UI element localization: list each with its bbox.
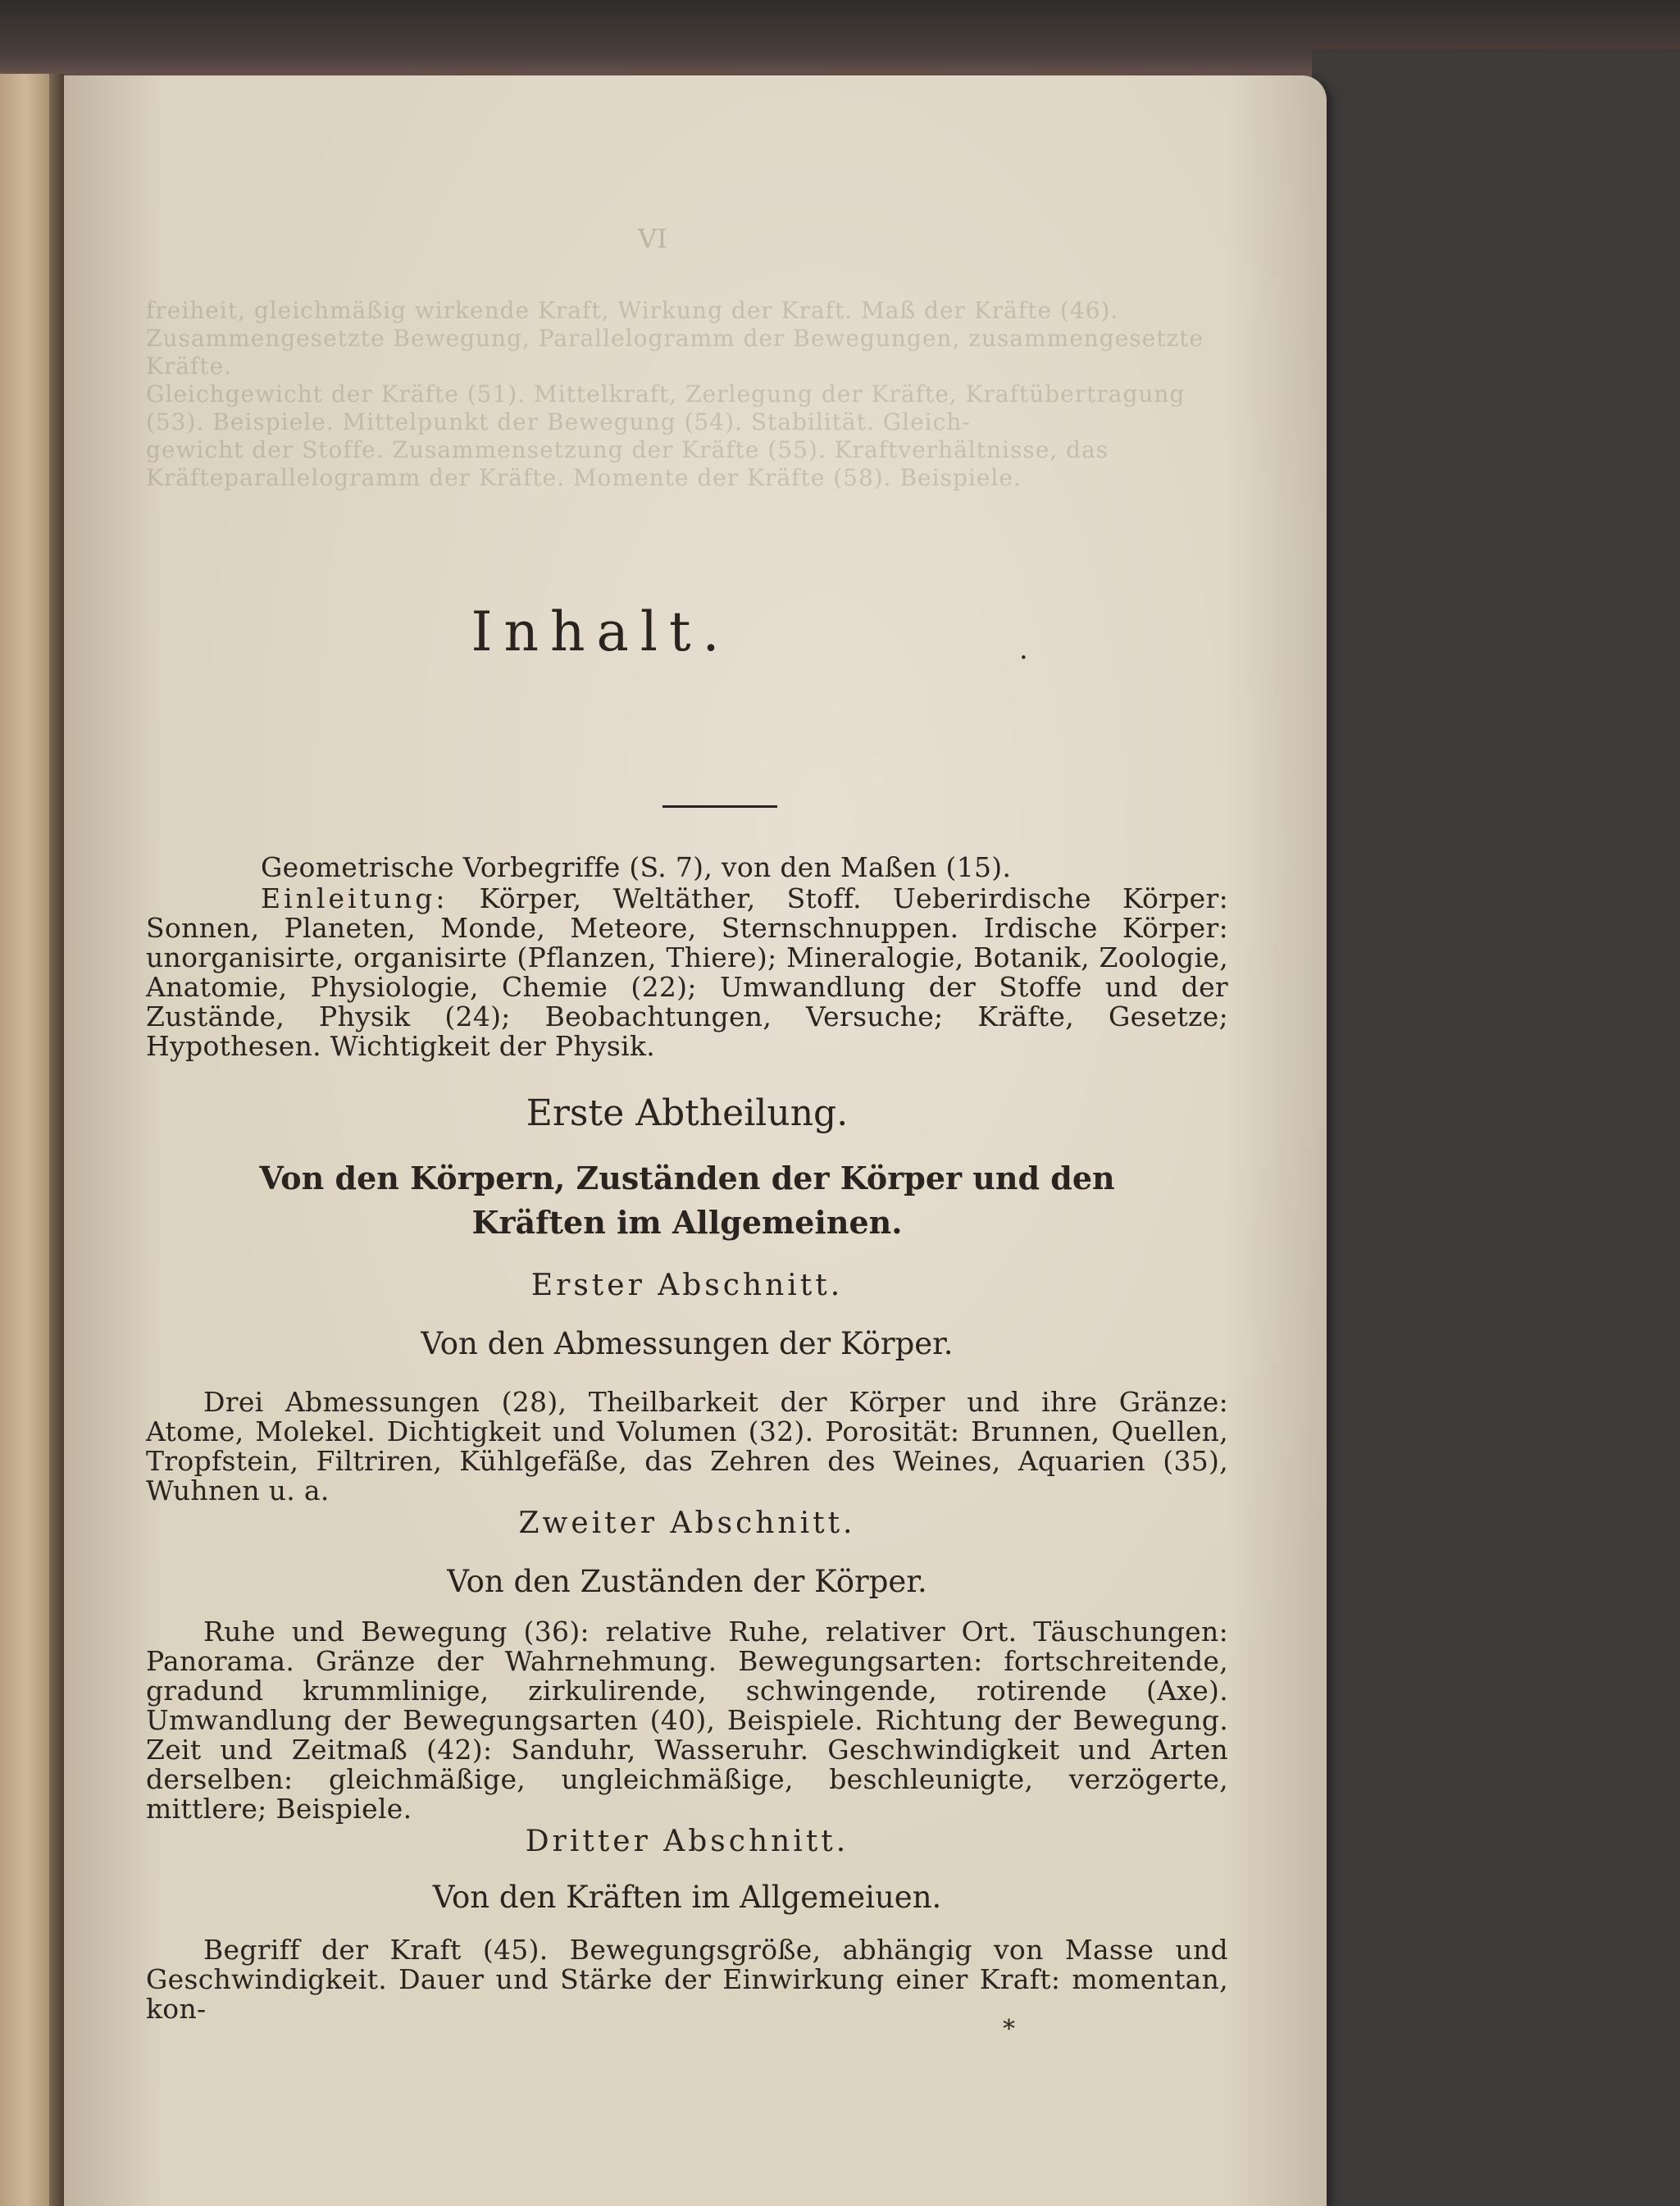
bleed-line: Gleichgewicht der Kräfte (51). Mittelkraft, Zerlegung der Kräfte, Kraftübertragung: [146, 381, 1186, 408]
section-2-title: Von den Zuständen der Körper.: [447, 1564, 927, 1599]
title-rule: [662, 805, 777, 808]
bleed-through-text: [146, 297, 1236, 492]
bleed-line: gewicht der Stoffe. Zusammensetzung der Kräfte (55). Kraftverhältnisse, das: [146, 436, 1109, 463]
einleitung-label: Einleitung:: [261, 882, 448, 914]
bleed-line: (53). Beispiele. Mittelpunkt der Bewegung (54). Stabilität. Gleich-: [146, 408, 971, 435]
book-cover-right: [1312, 49, 1680, 2206]
einleitung-paragraph: [146, 884, 1228, 1061]
signature-mark: *: [1003, 2015, 1015, 2044]
section-3-label: Dritter Abschnitt.: [525, 1825, 849, 1858]
part-subheading: Von den Körpern, Zuständen der Körper und den Kräften im Allgemeinen.: [259, 1160, 1115, 1241]
einleitung-text: Körper, Weltäther, Stoff. Ueberirdische Körper: Sonnen, Planeten, Monde, Meteore, Sternschnuppen. Irdische Körper: unorganisirte, organisirte (Pflanzen, Thiere); Mineralogie, Botanik, Zoologie, Anatomie, Physiologie, Chemie (22); Umwandlung der Stoffe und der Zustände, Physik (24); Beobachtungen, Versuche; Kräfte, Gesetze; Hypothesen. Wichtigkeit der Physik.: [146, 882, 1228, 1062]
book-page: [64, 75, 1327, 2206]
bleed-line: Zusammengesetzte Bewegung, Parallelogramm der Bewegungen, zusammengesetzte Kräfte.: [146, 325, 1204, 380]
book-gutter: [49, 74, 64, 2206]
section-1-text: Drei Abmessungen (28), Theilbarkeit der Körper und ihre Gränze: Atome, Molekel. Dichtigkeit und Volumen (32). Porosität: Brunnen, Quellen, Tropfstein, Filtriren, Kühlgefäße, das Zehren des Weines, Aquarien (35), Wuhnen u. a.: [146, 1386, 1228, 1506]
intro-line: Geometrische Vorbegriffe (S. 7), von den Maßen (15).: [261, 851, 1012, 883]
ink-dot: ·: [1019, 641, 1028, 674]
part-heading: Erste Abtheilung.: [526, 1092, 849, 1134]
section-2-label: Zweiter Abschnitt.: [518, 1506, 856, 1540]
bleed-line: freiheit, gleichmäßig wirkende Kraft, Wirkung der Kraft. Maß der Kräfte (46).: [146, 297, 1119, 324]
page-title: Inhalt.: [471, 600, 731, 663]
section-1-label: Erster Abschnitt.: [530, 1269, 844, 1302]
section-3-title: Von den Kräften im Allgemeiuen.: [432, 1880, 942, 1915]
section-2-text: Ruhe und Bewegung (36): relative Ruhe, relativer Ort. Täuschungen: Panorama. Gränze der Wahrnehmung. Bewegungsarten: fortschreitende, gradund krummlinige, zirkulirende, schwingende, rotirende (Axe). Umwandlung der Bewegungsarten (40), Beispiele. Richtung der Bewegung. Zeit und Zeitmaß (42): Sanduhr, Wasseruhr. Geschwindigkeit und Arten derselben: gleichmäßige, ungleichmäßige, beschleunigte, verzögerte, mittlere; Beispiele.: [146, 1616, 1228, 1825]
section-1-title: Von den Abmessungen der Körper.: [421, 1326, 954, 1361]
bleed-line: Kräfteparallelogramm der Kräfte. Momente der Kräfte (58). Beispiele.: [146, 464, 1022, 491]
section-3-text: Begriff der Kraft (45). Bewegungsgröße, abhängig von Masse und Geschwindigkeit. Dauer und Stärke der Einwirkung einer Kraft: momentan, kon-: [146, 1934, 1228, 2025]
page-number-bleed: VI: [638, 223, 667, 254]
